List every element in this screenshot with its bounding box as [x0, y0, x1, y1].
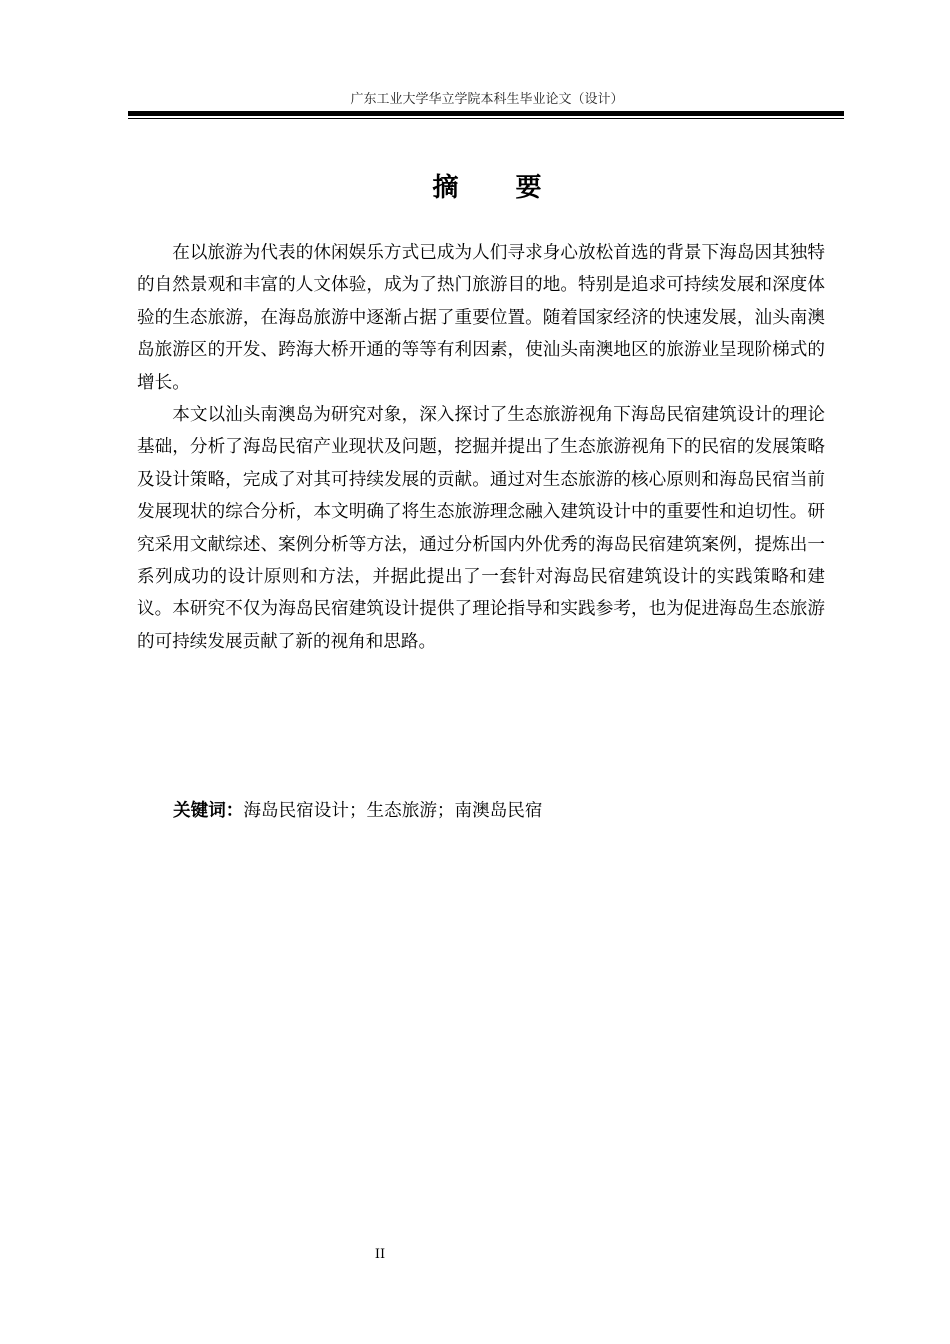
keywords-value: 海岛民宿设计；生态旅游；南澳岛民宿	[243, 801, 543, 821]
keywords-label: 关键词：	[173, 801, 244, 821]
page-number: II	[374, 1247, 386, 1262]
running-header: 广东工业大学华立学院本科生毕业论文（设计）	[350, 92, 624, 107]
keywords-line	[173, 795, 833, 827]
abstract-body	[137, 237, 825, 658]
abstract-paragraph-1: 在以旅游为代表的休闲娱乐方式已成为人们寻求身心放松首选的背景下海岛因其独特的自然景观和丰富的人文体验，成为了热门旅游目的地。特别是追求可持续发展和深度体验的生态旅游，在海岛旅游中逐渐占据了重要位置。随着国家经济的快速发展，汕头南澳岛旅游区的开发、跨海大桥开通的等等有利因素，使汕头南澳地区的旅游业呈现阶梯式的增长。	[137, 243, 825, 393]
header-rule-thin	[128, 118, 844, 119]
abstract-title: 摘 要	[432, 173, 566, 203]
header-rule-thick	[128, 111, 844, 116]
abstract-paragraph-2: 本文以汕头南澳岛为研究对象，深入探讨了生态旅游视角下海岛民宿建筑设计的理论基础，分析了海岛民宿产业现状及问题，挖掘并提出了生态旅游视角下的民宿的发展策略及设计策略，完成了对其可持续发展的贡献。通过对生态旅游的核心原则和海岛民宿当前发展现状的综合分析，本文明确了将生态旅游理念融入建筑设计中的重要性和迫切性。研究采用文献综述、案例分析等方法，通过分析国内外优秀的海岛民宿建筑案例，提炼出一系列成功的设计原则和方法，并据此提出了一套针对海岛民宿建筑设计的实践策略和建议。本研究不仅为海岛民宿建筑设计提供了理论指导和实践参考，也为促进海岛生态旅游的可持续发展贡献了新的视角和思路。	[137, 405, 825, 652]
